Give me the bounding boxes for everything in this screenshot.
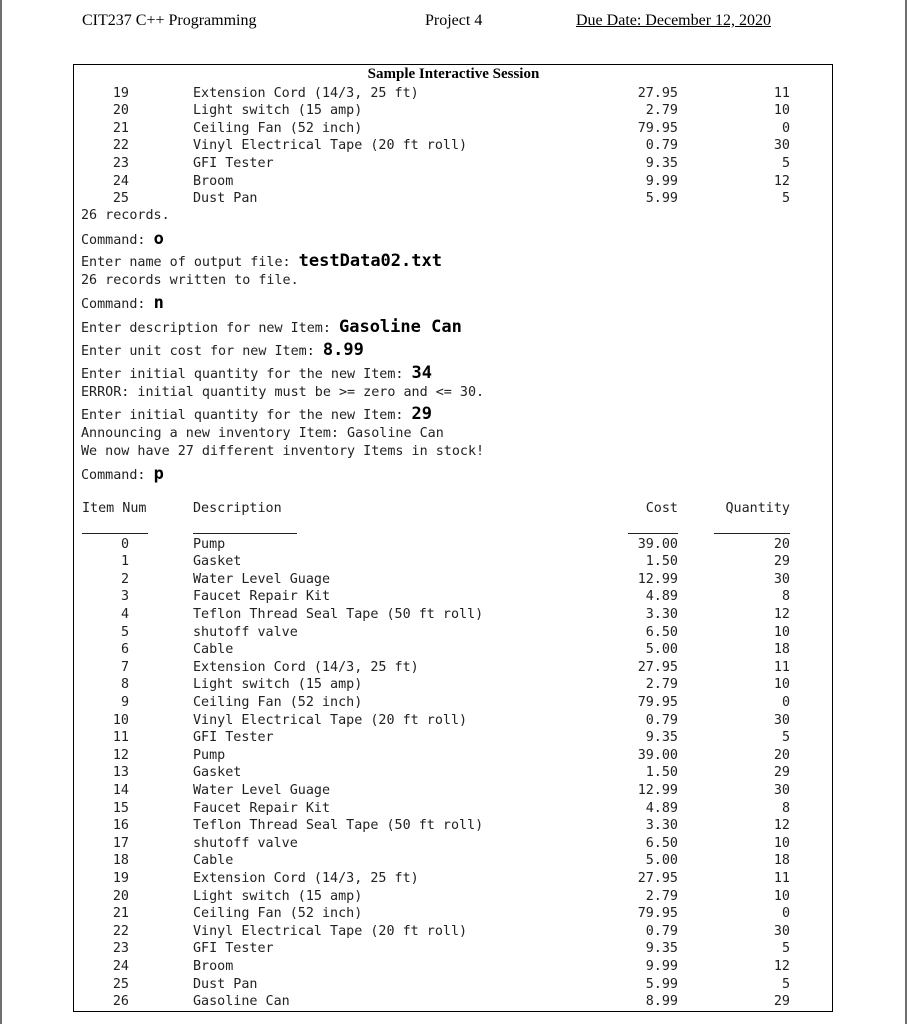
item-cost: 27.95 (637, 870, 678, 886)
quantity-line-1 (81, 363, 432, 383)
command-line-3 (81, 464, 164, 484)
item-cost: 5.00 (645, 642, 678, 658)
item-description: Ceiling Fan (52 inch) (193, 906, 363, 922)
unit-cost-prompt: Enter unit cost for new Item: (81, 344, 323, 359)
records-written: 26 records written to file. (81, 273, 299, 288)
item-quantity: 8 (781, 800, 790, 816)
column-header-item-num: Item Num (82, 501, 147, 516)
item-quantity: 20 (773, 536, 790, 552)
item-quantity: 30 (773, 923, 790, 939)
item-cost: 1.50 (645, 765, 678, 781)
table-row (0, 747, 907, 765)
item-cost: 9.35 (645, 155, 678, 171)
item-quantity: 0 (781, 694, 790, 710)
item-description: GFI Tester (193, 730, 274, 746)
table-row (0, 676, 907, 694)
item-description: Vinyl Electrical Tape (20 ft roll) (193, 923, 468, 939)
item-cost: 12.99 (637, 782, 678, 798)
item-number: 17 (112, 835, 129, 851)
item-number: 24 (112, 958, 129, 974)
item-quantity: 10 (773, 677, 790, 693)
item-number: 7 (120, 659, 129, 675)
item-number: 23 (112, 155, 129, 171)
item-description: Gasket (193, 765, 242, 781)
table-row (0, 85, 907, 103)
item-cost: 0.79 (645, 138, 678, 154)
quantity-input-2: 29 (411, 404, 433, 424)
item-quantity: 29 (773, 994, 790, 1010)
item-quantity: 30 (773, 571, 790, 587)
item-number: 8 (120, 677, 129, 693)
project-label: Project 4 (425, 12, 483, 29)
item-cost: 27.95 (637, 85, 678, 101)
item-quantity: 8 (781, 589, 790, 605)
item-number: 1 (120, 554, 129, 570)
table-row (0, 120, 907, 138)
item-number: 14 (112, 782, 129, 798)
item-cost: 9.99 (645, 958, 678, 974)
item-quantity: 30 (773, 782, 790, 798)
description-line (81, 317, 462, 337)
item-number: 5 (120, 624, 129, 640)
item-description: Pump (193, 536, 226, 552)
quantity-line-2 (81, 404, 432, 424)
item-cost: 12.99 (637, 571, 678, 587)
item-cost: 0.79 (645, 923, 678, 939)
item-number: 18 (112, 853, 129, 869)
quantity-prompt: Enter initial quantity for the new Item: (81, 367, 412, 382)
table-row (0, 606, 907, 624)
item-quantity: 5 (781, 155, 790, 171)
table-row (0, 553, 907, 571)
item-description: shutoff valve (193, 624, 298, 640)
item-cost: 5.99 (645, 976, 678, 992)
item-quantity: 12 (773, 818, 790, 834)
item-quantity: 11 (773, 85, 790, 101)
item-description: Cable (193, 642, 234, 658)
item-quantity: 11 (773, 659, 790, 675)
command-line-1 (81, 229, 164, 249)
item-number: 22 (112, 923, 129, 939)
item-cost: 79.95 (637, 694, 678, 710)
table-row (0, 782, 907, 800)
item-cost: 2.79 (645, 103, 678, 119)
item-quantity: 10 (773, 103, 790, 119)
item-number: 20 (112, 103, 129, 119)
due-date: Due Date: December 12, 2020 (576, 12, 772, 29)
underline-cost (628, 533, 678, 534)
item-quantity: 0 (781, 906, 790, 922)
underline-description (193, 533, 297, 534)
item-description: Teflon Thread Seal Tape (50 ft roll) (193, 606, 484, 622)
table-row (0, 571, 907, 589)
item-cost: 9.35 (645, 941, 678, 957)
column-header-quantity: Quantity (725, 501, 790, 516)
item-number: 9 (120, 694, 129, 710)
item-quantity: 5 (781, 976, 790, 992)
item-cost: 1.50 (645, 554, 678, 570)
item-cost: 6.50 (645, 624, 678, 640)
underline-item-num (82, 533, 148, 534)
command-input-n: n (153, 293, 164, 313)
course-title: CIT237 C++ Programming (82, 12, 257, 29)
table-row (0, 940, 907, 958)
item-number: 22 (112, 138, 129, 154)
table-row (0, 993, 907, 1011)
item-quantity: 30 (773, 712, 790, 728)
command-input-o: o (153, 229, 164, 249)
item-cost: 2.79 (645, 677, 678, 693)
item-cost: 2.79 (645, 888, 678, 904)
table-row (0, 817, 907, 835)
table-row (0, 536, 907, 554)
item-description: Vinyl Electrical Tape (20 ft roll) (193, 138, 468, 154)
item-description: Gasket (193, 554, 242, 570)
table-row (0, 888, 907, 906)
item-number: 20 (112, 888, 129, 904)
item-quantity: 11 (773, 870, 790, 886)
item-description: Extension Cord (14/3, 25 ft) (193, 870, 419, 886)
item-description: Dust Pan (193, 976, 258, 992)
item-number: 15 (112, 800, 129, 816)
item-cost: 5.00 (645, 853, 678, 869)
item-number: 0 (120, 536, 129, 552)
item-number: 10 (112, 712, 129, 728)
item-quantity: 29 (773, 765, 790, 781)
item-quantity: 12 (773, 173, 790, 189)
item-number: 21 (112, 906, 129, 922)
item-cost: 27.95 (637, 659, 678, 675)
item-quantity: 20 (773, 747, 790, 763)
item-cost: 79.95 (637, 120, 678, 136)
item-number: 21 (112, 120, 129, 136)
item-quantity: 10 (773, 835, 790, 851)
item-description: Pump (193, 747, 226, 763)
error-message: ERROR: initial quantity must be >= zero and <= 30. (81, 385, 485, 400)
table-row (0, 641, 907, 659)
item-description: Light switch (15 amp) (193, 677, 363, 693)
item-number: 13 (112, 765, 129, 781)
item-quantity: 5 (781, 941, 790, 957)
table-row (0, 173, 907, 191)
item-number: 11 (112, 730, 129, 746)
item-description: Gasoline Can (193, 994, 290, 1010)
item-quantity: 18 (773, 642, 790, 658)
table-row (0, 835, 907, 853)
quantity-prompt: Enter initial quantity for the new Item: (81, 408, 412, 423)
item-quantity: 29 (773, 554, 790, 570)
table-row (0, 137, 907, 155)
item-number: 2 (120, 571, 129, 587)
item-number: 12 (112, 747, 129, 763)
item-quantity: 10 (773, 888, 790, 904)
item-description: Light switch (15 amp) (193, 103, 363, 119)
item-number: 4 (120, 606, 129, 622)
column-header-cost: Cost (645, 501, 678, 516)
unit-cost-input: 8.99 (322, 340, 364, 360)
item-cost: 6.50 (645, 835, 678, 851)
underline-quantity (714, 533, 790, 534)
command-prompt: Command: (81, 233, 154, 248)
item-cost: 39.00 (637, 536, 678, 552)
item-quantity: 5 (781, 191, 790, 207)
item-quantity: 18 (773, 853, 790, 869)
item-cost: 9.35 (645, 730, 678, 746)
description-prompt: Enter description for new Item: (81, 321, 339, 336)
announce-message: Announcing a new inventory Item: Gasoline Can (81, 426, 444, 441)
item-cost: 8.99 (645, 994, 678, 1010)
item-number: 3 (120, 589, 129, 605)
table-row (0, 764, 907, 782)
item-number: 24 (112, 173, 129, 189)
table-row (0, 102, 907, 120)
item-number: 26 (112, 994, 129, 1010)
command-prompt: Command: (81, 468, 154, 483)
command-prompt: Command: (81, 297, 154, 312)
table-row (0, 852, 907, 870)
item-description: Teflon Thread Seal Tape (50 ft roll) (193, 818, 484, 834)
item-description: Faucet Repair Kit (193, 800, 331, 816)
item-cost: 4.89 (645, 800, 678, 816)
table-row (0, 694, 907, 712)
item-quantity: 10 (773, 624, 790, 640)
output-file-prompt: Enter name of output file: (81, 255, 299, 270)
item-number: 19 (112, 85, 129, 101)
table-row (0, 588, 907, 606)
item-cost: 3.30 (645, 606, 678, 622)
item-description: Broom (193, 958, 234, 974)
item-quantity: 0 (781, 120, 790, 136)
table-row (0, 905, 907, 923)
item-description: Extension Cord (14/3, 25 ft) (193, 659, 419, 675)
item-cost: 79.95 (637, 906, 678, 922)
output-file-line (81, 251, 442, 271)
item-quantity: 30 (773, 138, 790, 154)
table-row (0, 659, 907, 677)
item-cost: 39.00 (637, 747, 678, 763)
table-row (0, 712, 907, 730)
item-number: 25 (112, 191, 129, 207)
item-number: 23 (112, 941, 129, 957)
item-description: Extension Cord (14/3, 25 ft) (193, 85, 419, 101)
item-cost: 9.99 (645, 173, 678, 189)
command-input-p: p (153, 464, 164, 484)
quantity-input-1: 34 (411, 363, 433, 383)
column-header-description: Description (193, 501, 282, 516)
item-description: Dust Pan (193, 191, 258, 207)
session-title: Sample Interactive Session (367, 66, 540, 82)
table-row (0, 800, 907, 818)
item-number: 16 (112, 818, 129, 834)
item-cost: 4.89 (645, 589, 678, 605)
command-line-2 (81, 293, 164, 313)
item-number: 25 (112, 976, 129, 992)
item-cost: 0.79 (645, 712, 678, 728)
item-quantity: 12 (773, 958, 790, 974)
item-description: Water Level Guage (193, 571, 331, 587)
item-description: Light switch (15 amp) (193, 888, 363, 904)
table-row (0, 624, 907, 642)
item-number: 19 (112, 870, 129, 886)
item-description: Faucet Repair Kit (193, 589, 331, 605)
item-description: GFI Tester (193, 941, 274, 957)
unit-cost-line (81, 340, 364, 360)
description-input: Gasoline Can (338, 317, 462, 337)
item-description: Ceiling Fan (52 inch) (193, 694, 363, 710)
item-description: Ceiling Fan (52 inch) (193, 120, 363, 136)
item-description: Broom (193, 173, 234, 189)
table-row (0, 923, 907, 941)
item-cost: 5.99 (645, 191, 678, 207)
records-count: 26 records. (81, 208, 170, 223)
output-file-input: testData02.txt (298, 251, 442, 271)
item-number: 6 (120, 642, 129, 658)
table-row (0, 155, 907, 173)
item-cost: 3.30 (645, 818, 678, 834)
table-row (0, 870, 907, 888)
table-row (0, 729, 907, 747)
stock-message: We now have 27 different inventory Items in stock! (81, 444, 485, 459)
item-description: GFI Tester (193, 155, 274, 171)
item-quantity: 5 (781, 730, 790, 746)
item-quantity: 12 (773, 606, 790, 622)
item-description: Water Level Guage (193, 782, 331, 798)
item-description: Cable (193, 853, 234, 869)
item-description: shutoff valve (193, 835, 298, 851)
table-row (0, 976, 907, 994)
item-description: Vinyl Electrical Tape (20 ft roll) (193, 712, 468, 728)
table-row (0, 958, 907, 976)
